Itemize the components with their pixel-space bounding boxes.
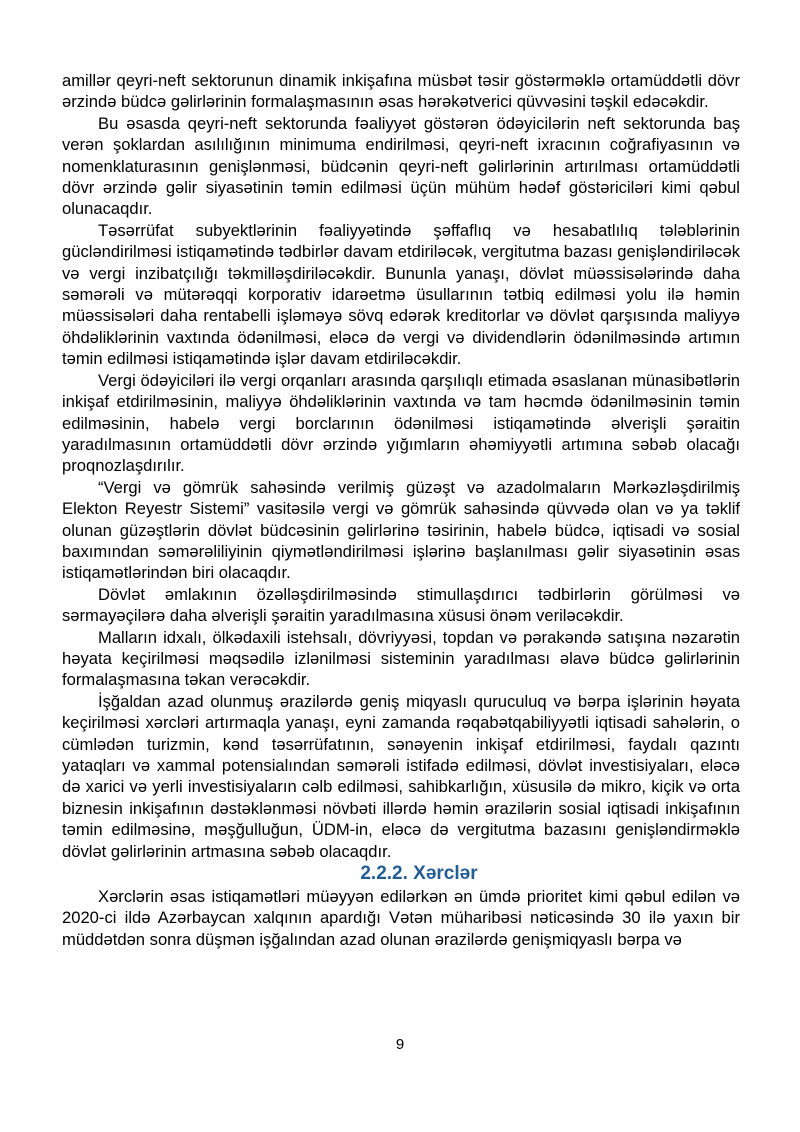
body-paragraph: Təsərrüfat subyektlərinin fəaliyyətində şəffaflıq və hesabatlılıq tələblərinin gücləndirilməsi istiqamətində tədbirlər davam etdiriləcək, vergitutma bazası genişləndiriləcək və vergi inzibatçılığı təkmilləşdiriləcəkdir. Bununla yanaşı, dövlət müəssisələrində daha səmərəli və mütərəqqi korporativ idarəetmə üsullarının tətbiq edilməsi yolu ilə həmin müəssisələri daha rentabelli işləməyə sövq edərək kreditorlar və dövlət qarşısında maliyyə öhdəliklərinin vaxtında ödənilməsi, eləcə də vergi və dividendlərin ödənilməsində artımın təmin edilməsi istiqamətində işlər davam etdiriləcəkdir. <box>62 220 740 369</box>
body-paragraph: amillər qeyri-neft sektorunun dinamik inkişafına müsbət təsir göstərməklə ortamüddətli dövr ərzində büdcə gəlirlərinin formalaşmasının əsas hərəkətverici qüvvəsini təşkil edəcəkdir. <box>62 71 740 112</box>
body-paragraph: Malların idxalı, ölkədaxili istehsalı, dövriyyəsi, topdan və pərakəndə satışına nəzarətin həyata keçirilməsi məqsədilə izlənilməsi sisteminin yaradılması əlavə büdcə gəlirlərinin formalaşmasına təkan verəcəkdir. <box>62 627 740 690</box>
page-text-block <box>62 70 740 950</box>
body-paragraph: İşğaldan azad olunmuş ərazilərdə geniş miqyaslı quruculuq və bərpa işlərinin həyata keçirilməsi xərcləri artırmaqla yanaşı, eyni zamanda rəqabətqabiliyyətli iqtisadi sahələrin, o cümlədən turizmin, kənd təsərrüfatının, sənəyenin inkişaf etdirilməsi, faydalı qazıntı yataqları və xammal potensialından səmərəli istifadə edilməsi, dövlət investisiyaları, eləcə də xarici və yerli investisiyaların cəlb edilməsi, sahibkarlığın, xüsusilə də mikro, kiçik və orta biznesin inkişafının dəstəklənməsi növbəti illərdə həmin ərazilərin sosial iqtisadi inkişafının təmin edilməsinə, məşğulluğun, ÜDM-in, eləcə də vergitutma bazasını genişləndirməklə dövlət gəlirlərinin artmasına səbəb olacaqdır. <box>62 691 740 861</box>
body-paragraph: Bu əsasda qeyri-neft sektorunda fəaliyyət göstərən ödəyicilərin neft sektorunda baş verən şoklardan asılılığının minimuma endirilməsi, qeyri-neft ixracının coğrafiyasının və nomenklaturasının genişlənməsi, büdcənin qeyri-neft gəlirlərinin artırılması ortamüddətli dövr ərzində gəlir siyasətinin təmin edilməsi üçün mühüm hədəf göstəriciləri kimi qəbul olunacaqdır. <box>62 113 740 219</box>
body-paragraph: Vergi ödəyiciləri ilə vergi orqanları arasında qarşılıqlı etimada əsaslanan münasibətlərin inkişaf etdirilməsinin, maliyyə öhdəliklərinin vaxtında və tam həcmdə ödənilməsinin təmin edilməsinin, habelə vergi borclarının ödənilməsi istiqamətində əlverişli şəraitin yaradılmasının ortamüddətli dövr ərzində yığımların əhəmiyyətli artımına səbəb olacağı proqnozlaşdırılır. <box>62 370 740 476</box>
section-heading-xercler: 2.2.2. Xərclər <box>360 863 478 885</box>
body-paragraph: Dövlət əmlakının özəlləşdirilməsində stimullaşdırıcı tədbirlərin görülməsi və sərmayəçilərə daha əlverişli şəraitin yaradılmasına xüsusi önəm veriləcəkdir. <box>62 584 740 626</box>
body-paragraph: Xərclərin əsas istiqamətləri müəyyən edilərkən ən ümdə prioritet kimi qəbul edilən və 2020-ci ildə Azərbaycan xalqının apardığı Vətən müharibəsi nəticəsində 30 ilə yaxın bir müddətdən sonra düşmən işğalından azad olunan ərazilərdə genişmiqyaslı bərpa və <box>62 887 740 949</box>
page-number: 9 <box>395 1036 405 1053</box>
body-paragraph: “Vergi və gömrük sahəsində verilmiş güzəşt və azadolmaların Mərkəzləşdirilmiş Elekton Reyestr Sistemi” vasitəsilə vergi və gömrük sahəsində qüvvədə olan və ya təklif olunan güzəştlərin dövlət büdcəsinin gəlirlərinə təsirinin, habelə büdcə, iqtisadi və sosial baxımından səmərəliliyinin qiymətləndirilməsi işlərinə başlanılması gəlir siyasətinin əsas istiqamətlərindən biri olacaqdır. <box>62 477 740 583</box>
